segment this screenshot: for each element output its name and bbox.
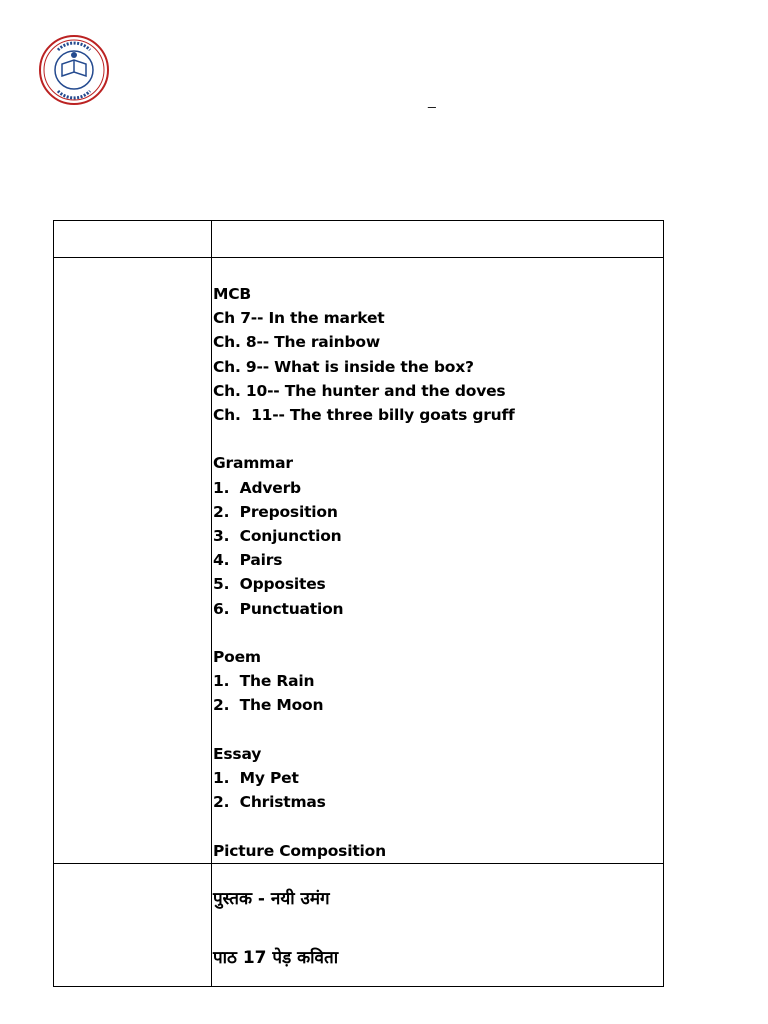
list-item: Ch 7-- In the market [213,309,385,328]
school-emblem-icon [38,34,110,106]
hindi-syllabus-cell [212,863,664,986]
list-item: Ch. 9-- What is inside the box? [213,357,474,376]
picture-composition-section [213,839,663,863]
list-item: 2. The Moon [213,696,324,715]
list-item: 4. Pairs [213,551,283,570]
school-logo [38,34,110,106]
list-item: Ch. 10-- The hunter and the doves [213,381,506,400]
list-item: 6. Punctuation [213,599,344,618]
list-item: 1. The Rain [213,672,315,691]
section-title: Poem [213,648,261,667]
header-dash: _ [428,92,436,108]
syllabus-table [53,220,664,987]
list-item: 2. Preposition [213,502,338,521]
hindi-subject-cell [54,863,212,986]
table-header-row [54,221,664,258]
header-cell-syllabus [212,221,664,258]
hindi-book-line: पुस्तक - नयी उमंग [213,888,330,909]
section-title: Picture Composition [213,841,386,860]
list-item: 5. Opposites [213,575,326,594]
english-syllabus-cell [212,258,664,864]
english-row [54,258,664,864]
list-item: 3. Conjunction [213,527,342,546]
list-item: 1. My Pet [213,769,299,788]
essay-section [213,742,663,815]
section-title: MCB [213,285,252,303]
book-section [213,282,663,427]
english-subject-cell [54,258,212,864]
list-item: 2. Christmas [213,793,326,812]
section-title: Essay [213,744,262,763]
poem-section [213,645,663,718]
header-cell-subject [54,221,212,258]
list-item: 1. Adverb [213,478,301,497]
hindi-row [54,863,664,986]
list-item: Ch. 8-- The rainbow [213,333,380,352]
grammar-section [213,451,663,620]
section-title: Grammar [213,454,293,473]
list-item: Ch. 11-- The three billy goats gruff [213,406,515,425]
hindi-lesson-line: पाठ 17 पेड़ कविता [213,947,339,968]
